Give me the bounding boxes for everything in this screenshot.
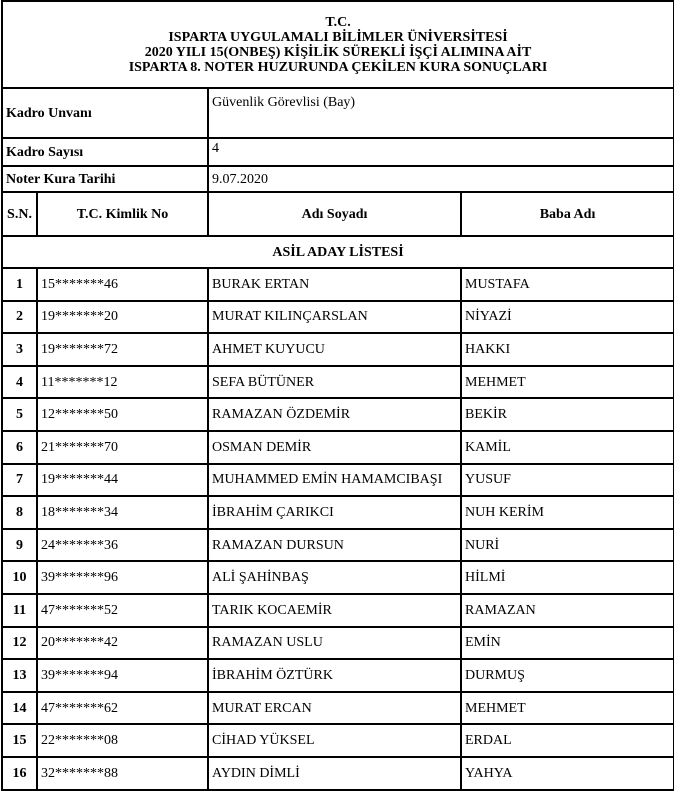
row-name: RAMAZAN DURSUN (208, 529, 461, 562)
row-name: RAMAZAN ÖZDEMİR (208, 398, 461, 431)
row-father-name: DURMUŞ (461, 659, 674, 692)
row-father-name: NURİ (461, 529, 674, 562)
row-sn: 16 (2, 757, 37, 790)
column-header-father: Baba Adı (461, 192, 674, 236)
row-father-name: MEHMET (461, 366, 674, 399)
row-father-name: EMİN (461, 627, 674, 660)
results-table (1, 0, 674, 791)
column-header-sn: S.N. (2, 192, 37, 236)
kadro-sayisi-label: Kadro Sayısı (2, 138, 208, 166)
row-tc-kimlik: 15*******46 (37, 268, 208, 301)
table-row (2, 464, 674, 497)
row-father-name: RAMAZAN (461, 594, 674, 627)
row-tc-kimlik: 32*******88 (37, 757, 208, 790)
title-line-4: ISPARTA 8. NOTER HUZURUNDA ÇEKİLEN KURA SONUÇLARI (128, 60, 548, 75)
row-tc-kimlik: 24*******36 (37, 529, 208, 562)
table-row (2, 301, 674, 334)
row-sn: 4 (2, 366, 37, 399)
row-sn: 10 (2, 561, 37, 594)
row-name: RAMAZAN USLU (208, 627, 461, 660)
row-name: OSMAN DEMİR (208, 431, 461, 464)
row-sn: 9 (2, 529, 37, 562)
table-row (2, 333, 674, 366)
row-tc-kimlik: 22*******08 (37, 724, 208, 757)
table-row (2, 757, 674, 790)
document-title (2, 1, 674, 88)
row-tc-kimlik: 47*******52 (37, 594, 208, 627)
row-father-name: YUSUF (461, 464, 674, 497)
column-header-row (2, 192, 674, 236)
row-father-name: NUH KERİM (461, 496, 674, 529)
title-line-2: ISPARTA UYGULAMALI BİLİMLER ÜNİVERSİTESİ (168, 30, 508, 45)
tarih-value: 9.07.2020 (208, 166, 674, 192)
row-name: MURAT KILINÇARSLAN (208, 301, 461, 334)
row-sn: 11 (2, 594, 37, 627)
table-row (2, 529, 674, 562)
row-sn: 12 (2, 627, 37, 660)
table-row (2, 398, 674, 431)
row-sn: 5 (2, 398, 37, 431)
row-tc-kimlik: 21*******70 (37, 431, 208, 464)
row-name: AHMET KUYUCU (208, 333, 461, 366)
row-name: İBRAHİM ÖZTÜRK (208, 659, 461, 692)
row-father-name: KAMİL (461, 431, 674, 464)
row-father-name: YAHYA (461, 757, 674, 790)
table-row (2, 659, 674, 692)
kadro-sayisi-row (2, 138, 674, 166)
kadro-sayisi-value: 4 (208, 138, 674, 166)
row-tc-kimlik: 19*******44 (37, 464, 208, 497)
table-row (2, 692, 674, 725)
tarih-label: Noter Kura Tarihi (2, 166, 208, 192)
row-sn: 8 (2, 496, 37, 529)
row-sn: 1 (2, 268, 37, 301)
row-tc-kimlik: 11*******12 (37, 366, 208, 399)
table-row (2, 496, 674, 529)
row-tc-kimlik: 39*******96 (37, 561, 208, 594)
row-sn: 3 (2, 333, 37, 366)
tarih-row (2, 166, 674, 192)
row-tc-kimlik: 47*******62 (37, 692, 208, 725)
kadro-unvani-value: Güvenlik Görevlisi (Bay) (208, 88, 674, 138)
row-sn: 2 (2, 301, 37, 334)
row-name: CİHAD YÜKSEL (208, 724, 461, 757)
table-row (2, 268, 674, 301)
row-name: MURAT ERCAN (208, 692, 461, 725)
row-father-name: BEKİR (461, 398, 674, 431)
table-row (2, 627, 674, 660)
row-name: AYDIN DİMLİ (208, 757, 461, 790)
row-name: MUHAMMED EMİN HAMAMCIBAŞI (208, 464, 461, 497)
row-name: TARIK KOCAEMİR (208, 594, 461, 627)
row-father-name: HAKKI (461, 333, 674, 366)
table-row (2, 366, 674, 399)
row-father-name: ERDAL (461, 724, 674, 757)
table-row (2, 431, 674, 464)
kadro-unvani-row (2, 88, 674, 138)
row-sn: 14 (2, 692, 37, 725)
kadro-unvani-label: Kadro Unvanı (2, 88, 208, 138)
row-sn: 13 (2, 659, 37, 692)
row-name: ALİ ŞAHİNBAŞ (208, 561, 461, 594)
row-sn: 6 (2, 431, 37, 464)
row-tc-kimlik: 18*******34 (37, 496, 208, 529)
section-title-row (2, 236, 674, 268)
row-sn: 15 (2, 724, 37, 757)
row-name: SEFA BÜTÜNER (208, 366, 461, 399)
title-line-1: T.C. (325, 15, 351, 30)
row-tc-kimlik: 19*******20 (37, 301, 208, 334)
table-row (2, 561, 674, 594)
row-tc-kimlik: 20*******42 (37, 627, 208, 660)
row-father-name: HİLMİ (461, 561, 674, 594)
row-tc-kimlik: 12*******50 (37, 398, 208, 431)
column-header-tc: T.C. Kimlik No (37, 192, 208, 236)
title-row (2, 1, 674, 88)
title-line-3: 2020 YILI 15(ONBEŞ) KİŞİLİK SÜREKLİ İŞÇİ ALIMINA AİT (144, 45, 532, 60)
section-title: ASİL ADAY LİSTESİ (2, 236, 674, 268)
table-row (2, 594, 674, 627)
table-row (2, 724, 674, 757)
row-father-name: NİYAZİ (461, 301, 674, 334)
row-tc-kimlik: 19*******72 (37, 333, 208, 366)
column-header-name: Adı Soyadı (208, 192, 461, 236)
row-name: İBRAHİM ÇARIKCI (208, 496, 461, 529)
row-father-name: MUSTAFA (461, 268, 674, 301)
row-name: BURAK ERTAN (208, 268, 461, 301)
row-father-name: MEHMET (461, 692, 674, 725)
row-tc-kimlik: 39*******94 (37, 659, 208, 692)
row-sn: 7 (2, 464, 37, 497)
